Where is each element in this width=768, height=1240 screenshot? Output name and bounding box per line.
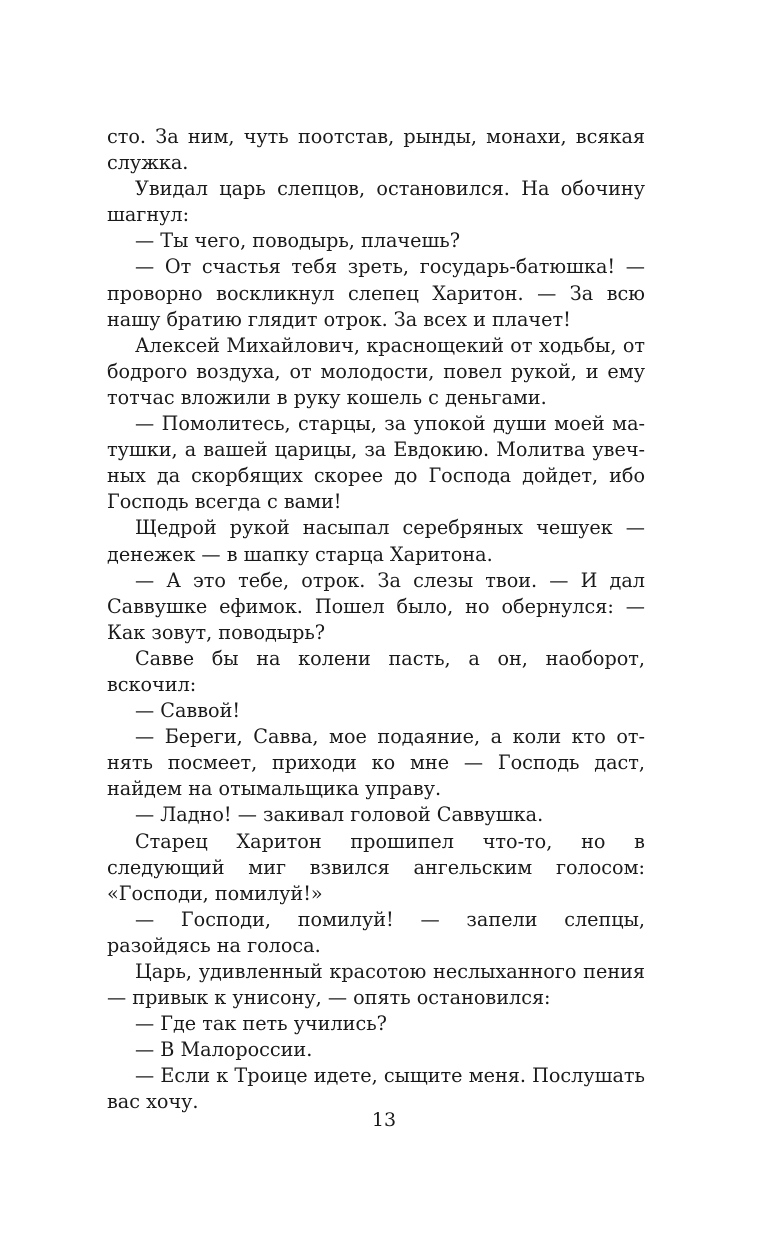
paragraph-1: сто. За ним, чуть поотстав, рынды, монахи, всякая служка. bbox=[107, 125, 645, 175]
paragraph-13: Старец Харитон прошипел что-то, но в следующий миг взвился ангельским голосом: «Господи, помилуй!» bbox=[107, 829, 645, 905]
paragraph-14: — Господи, помилуй! — запели слепцы, разойдясь на голоса. bbox=[107, 907, 645, 957]
paragraph-9: Савве бы на колени пасть, а он, наоборот, вскочил: bbox=[107, 646, 645, 696]
paragraph-2: Увидал царь слепцов, остановился. На обочину шагнул: bbox=[107, 177, 645, 227]
paragraph-7: Щедрой рукой насыпал серебряных чешуек — денежек — в шапку старца Харитона. bbox=[107, 516, 645, 566]
paragraph-16: — Где так петь учились? bbox=[135, 1012, 387, 1036]
paragraph-17: — В Малороссии. bbox=[135, 1038, 313, 1062]
paragraph-18: — Если к Троице идете, сыщите меня. Послушать вас хочу. bbox=[107, 1064, 645, 1114]
paragraph-11: — Береги, Савва, мое подаяние, а коли кто отнять посмеет, приходи ко мне — Господь даст, найдем на отымальщика управу. bbox=[107, 725, 645, 801]
paragraph-8: — А это тебе, отрок. За слезы твои. — И дал Саввушке ефимок. Пошел было, но обернулся: — Как зовут, поводырь? bbox=[107, 568, 645, 644]
paragraph-4: — От счастья тебя зреть, государь-батюшка! — проворно воскликнул слепец Харитон. — За всю нашу братию глядит отрок. За всех и плачет! bbox=[107, 255, 645, 331]
paragraph-6: — Помолитесь, старцы, за упокой души моей матушки, а вашей царицы, за Евдокию. Молитва увечных да скорбящих скорее до Господа дойдет, ибо Господь всегда с вами! bbox=[107, 412, 645, 514]
paragraph-12: — Ладно! — закивал головой Саввушка. bbox=[135, 803, 544, 827]
page-body bbox=[107, 124, 645, 1116]
paragraph-15: Царь, удивленный красотою неслыханного пения — привык к унисону, — опять остановился: bbox=[107, 960, 645, 1010]
paragraph-10: — Саввой! bbox=[135, 699, 241, 723]
paragraph-3: — Ты чего, поводырь, плачешь? bbox=[135, 229, 461, 253]
page-number: 13 bbox=[371, 1109, 397, 1131]
paragraph-5: Алексей Михайлович, краснощекий от ходьбы, от бодрого воздуха, от молодости, повел рукой, и ему тотчас вложили в руку кошель с деньгами. bbox=[107, 333, 645, 409]
